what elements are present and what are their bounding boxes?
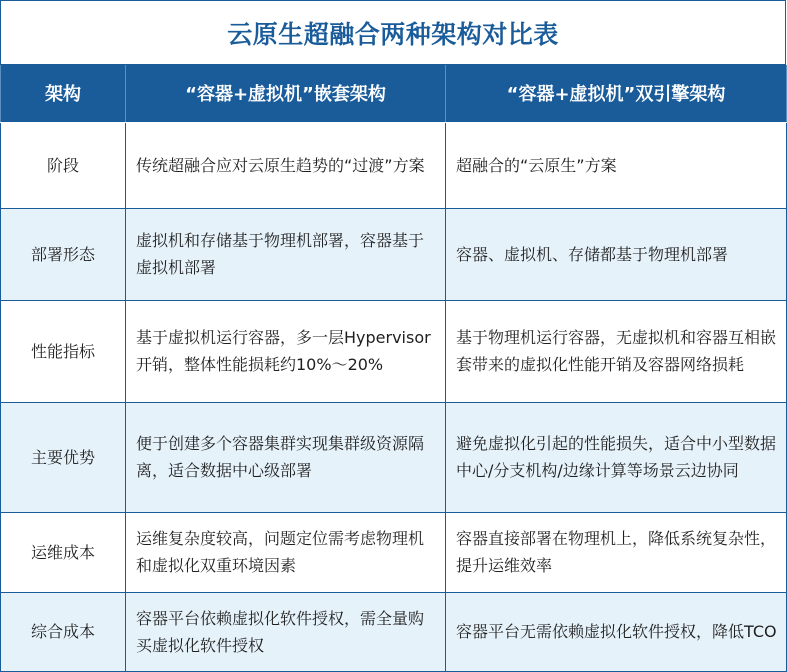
row-label: 综合成本 — [1, 592, 126, 671]
header-nested-architecture: “容器+虚拟机”嵌套架构 — [126, 65, 446, 122]
table-row — [1, 208, 787, 300]
dual-cell: 避免虚拟化引起的性能损失，适合中小型数据中心/分支机构/边缘计算等场景云边协同 — [446, 402, 787, 512]
nested-cell: 容器平台依赖虚拟化软件授权，需全量购买虚拟化软件授权 — [126, 592, 446, 671]
nested-cell: 基于虚拟机运行容器，多一层Hypervisor开销，整体性能损耗约10%～20% — [126, 300, 446, 402]
nested-cell: 传统超融合应对云原生趋势的“过渡”方案 — [126, 122, 446, 208]
table-row — [1, 122, 787, 208]
header-dual-engine-architecture: “容器+虚拟机”双引擎架构 — [446, 65, 787, 122]
row-label: 主要优势 — [1, 402, 126, 512]
nested-cell: 运维复杂度较高，问题定位需考虑物理机和虚拟化双重环境因素 — [126, 512, 446, 592]
dual-cell: 超融合的“云原生”方案 — [446, 122, 787, 208]
row-label: 阶段 — [1, 122, 126, 208]
comparison-table — [0, 65, 787, 672]
table-title: 云原生超融合两种架构对比表 — [0, 0, 786, 65]
dual-cell: 容器直接部署在物理机上，降低系统复杂性，提升运维效率 — [446, 512, 787, 592]
row-label: 运维成本 — [1, 512, 126, 592]
dual-cell: 基于物理机运行容器，无虚拟机和容器互相嵌套带来的虚拟化性能开销及容器网络损耗 — [446, 300, 787, 402]
dual-cell: 容器平台无需依赖虚拟化软件授权，降低TCO — [446, 592, 787, 671]
table-row — [1, 512, 787, 592]
nested-cell: 虚拟机和存储基于物理机部署，容器基于虚拟机部署 — [126, 208, 446, 300]
dual-cell: 容器、虚拟机、存储都基于物理机部署 — [446, 208, 787, 300]
header-architecture: 架构 — [1, 65, 126, 122]
nested-cell: 便于创建多个容器集群实现集群级资源隔离，适合数据中心级部署 — [126, 402, 446, 512]
table-row — [1, 592, 787, 671]
header-row — [1, 65, 787, 122]
table-row — [1, 402, 787, 512]
table-row — [1, 300, 787, 402]
row-label: 部署形态 — [1, 208, 126, 300]
row-label: 性能指标 — [1, 300, 126, 402]
